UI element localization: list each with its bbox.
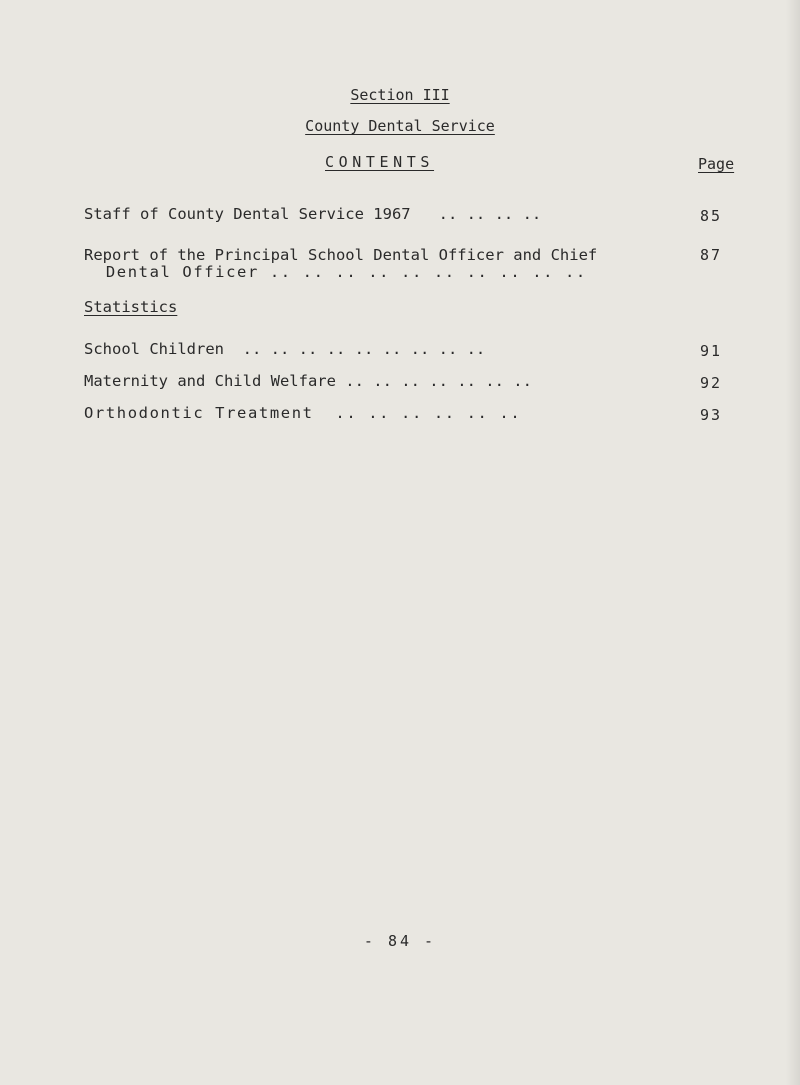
toc-entry-report-cont: Dental Officer .. .. .. .. .. .. .. .. .. ..	[84, 263, 587, 281]
toc-entry-report: Report of the Principal School Dental Officer and Chief	[84, 246, 598, 264]
section-title: Section III	[350, 86, 450, 104]
toc-page-school-children: 91	[700, 342, 723, 360]
toc-page-staff: 85	[700, 207, 723, 225]
toc-entry-staff: Staff of County Dental Service 1967 .. .. .. ..	[84, 205, 542, 223]
service-title: County Dental Service	[305, 117, 495, 135]
toc-entry-school-children: School Children .. .. .. .. .. .. .. .. ..	[84, 340, 486, 358]
page-number: - 84 -	[363, 932, 437, 950]
toc-page-orthodontic: 93	[700, 406, 723, 424]
toc-page-report: 87	[700, 246, 723, 264]
toc-entry-maternity: Maternity and Child Welfare .. .. .. .. .. .. ..	[84, 372, 532, 390]
toc-entry-orthodontic: Orthodontic Treatment .. .. .. .. .. ..	[84, 404, 522, 422]
page-edge-shadow	[786, 0, 800, 1085]
contents-heading: CONTENTS	[325, 153, 435, 171]
statistics-heading: Statistics	[84, 298, 178, 316]
toc-page-maternity: 92	[700, 374, 723, 392]
page-column-heading: Page	[698, 155, 735, 173]
